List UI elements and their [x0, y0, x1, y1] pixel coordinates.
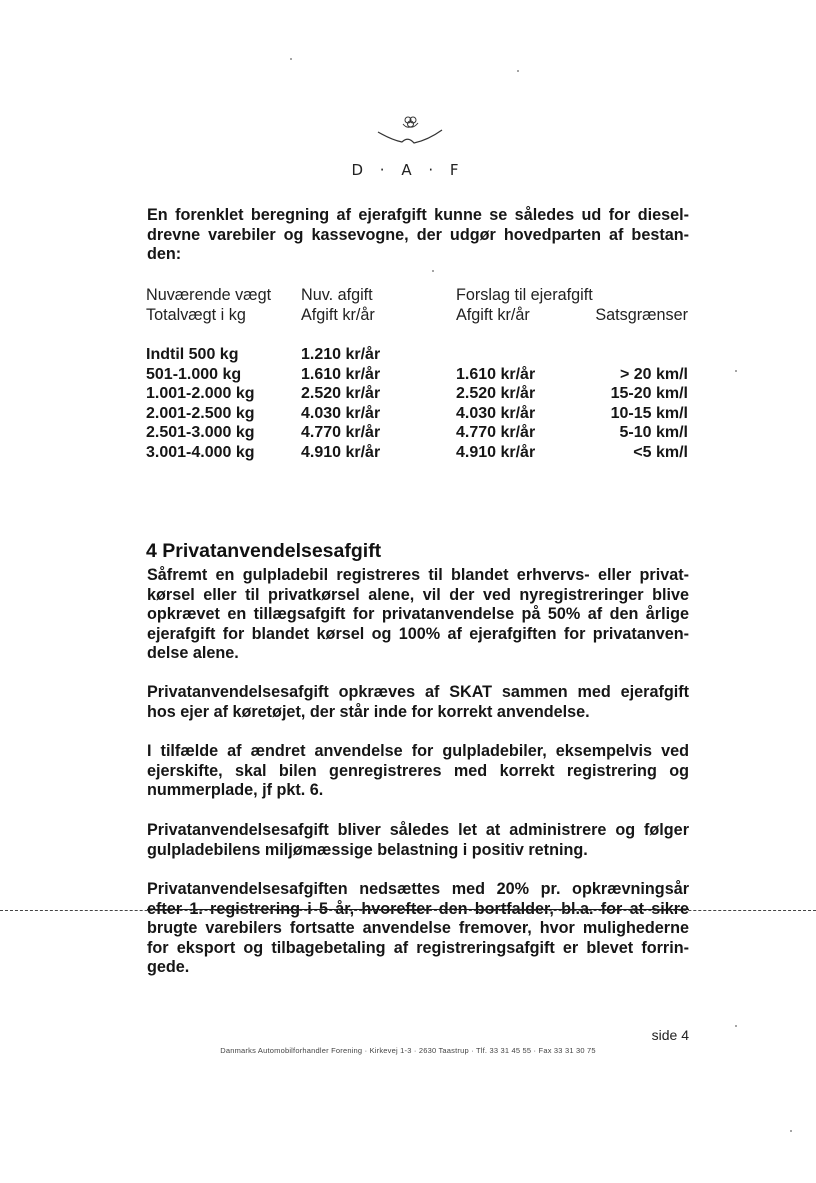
scan-speck: [290, 58, 292, 60]
intro-paragraph: En forenklet beregning af ejerafgift kunne se således ud for diesel-drevne varebiler og kassevogne, der udgør hovedparten af bestan-den:: [147, 206, 689, 264]
scan-speck: [432, 270, 434, 272]
table-cell: 2.520 kr/år: [301, 385, 381, 402]
weight-column: [146, 345, 255, 462]
header-current-2: Afgift kr/år: [301, 306, 375, 324]
table-cell: 2.001-2.500 kg: [146, 404, 255, 422]
page-number: side 4: [651, 1027, 689, 1043]
table-cell: [456, 345, 535, 365]
scan-speck: [735, 370, 737, 372]
table-cell: Indtil 500 kg: [146, 346, 239, 363]
table-cell: <5 km/l: [633, 443, 688, 461]
table-cell: > 20 km/l: [619, 365, 688, 383]
table-cell: [560, 345, 688, 365]
header-proposal-1: Forslag til ejerafgift: [456, 286, 593, 304]
daf-logo: [0, 112, 816, 192]
section-heading: 4 Privatanvendelsesafgift: [146, 540, 382, 562]
daf-emblem-icon: [370, 112, 450, 158]
paragraph-5: [147, 880, 689, 978]
table-cell: 5-10 km/l: [619, 424, 688, 441]
table-cell: 1.001-2.000 kg: [146, 385, 255, 402]
header-weight-2: Totalvægt i kg: [146, 306, 246, 324]
paragraph-5-rest: brugte varebilers fortsatte anvendelse fremover, hvor mulighederne for eksport og tilbagebetaling af registreringsafgift er blevet forrin-gede.: [147, 919, 689, 977]
scan-speck: [735, 1025, 737, 1027]
scan-speck: [790, 1130, 792, 1132]
rate-limit-column: [560, 345, 688, 462]
table-cell: 3.001-4.000 kg: [146, 443, 255, 461]
table-cell: 4.910 kr/år: [301, 443, 381, 461]
letterhead-footer: Danmarks Automobilforhandler Forening · Kirkevej 1-3 · 2630 Taastrup · Tlf. 33 31 45 55 · Fax 33 31 30 75: [220, 1046, 596, 1055]
table-cell: 1.210 kr/år: [301, 346, 381, 363]
paragraph-4: Privatanvendelsesafgift bliver således let at administrere og følger gulpladebilens miljømæssige belastning i positiv retning.: [147, 821, 689, 859]
table-cell: 2.501-3.000 kg: [146, 424, 255, 441]
paragraph-2: Privatanvendelsesafgift opkræves af SKAT sammen med ejerafgift hos ejer af køretøjet, der står inde for korrekt anvendelse.: [147, 683, 689, 721]
header-proposed-2: Afgift kr/år: [456, 306, 530, 324]
table-cell: 4.030 kr/år: [301, 404, 381, 422]
header-limits-2: Satsgrænser: [595, 306, 688, 324]
header-weight-1: Nuværende vægt: [146, 286, 272, 304]
table-cell: 10-15 km/l: [610, 404, 688, 422]
table-cell: 4.770 kr/år: [301, 424, 381, 441]
table-cell: 1.610 kr/år: [456, 365, 536, 383]
scan-speck: [517, 70, 519, 72]
current-fee-column: [301, 345, 380, 462]
fax-line-artifact: [0, 910, 816, 911]
logo-text: D · A · F: [351, 161, 465, 179]
paragraph-5-struck-text: efter 1. registrering i 5 år, hvorefter den bortfalder, bl.a. for at sikre: [147, 899, 689, 918]
table-cell: 1.610 kr/år: [301, 365, 381, 383]
table-cell: 15-20 km/l: [610, 385, 688, 402]
table-cell: 4.910 kr/år: [456, 443, 536, 461]
paragraph-3: I tilfælde af ændret anvendelse for gulpladebiler, eksempelvis ved ejerskifte, skal bilen genregistreres med korrekt registrering og nummerplade, jf pkt. 6.: [147, 742, 689, 800]
table-cell: 2.520 kr/år: [456, 385, 536, 402]
table-cell: 4.770 kr/år: [456, 424, 536, 441]
header-current-1: Nuv. afgift: [301, 286, 373, 304]
paragraph-5-line-1: Privatanvendelsesafgiften nedsættes med 20% pr. opkrævningsår: [147, 880, 689, 898]
table-cell: 4.030 kr/år: [456, 404, 536, 422]
paragraph-1: Såfremt en gulpladebil registreres til blandet erhvervs- eller privat-kørsel eller til privatkørsel alene, vil der ved nyregistreringer blive opkrævet en tillægsafgift for privatanvendelse på 50% af den årlige ejerafgift for blandet kørsel og 100% af ejerafgiften for privatanven-delse alene.: [147, 566, 689, 663]
proposed-fee-column: [456, 345, 535, 462]
table-cell: 501-1.000 kg: [146, 365, 242, 383]
